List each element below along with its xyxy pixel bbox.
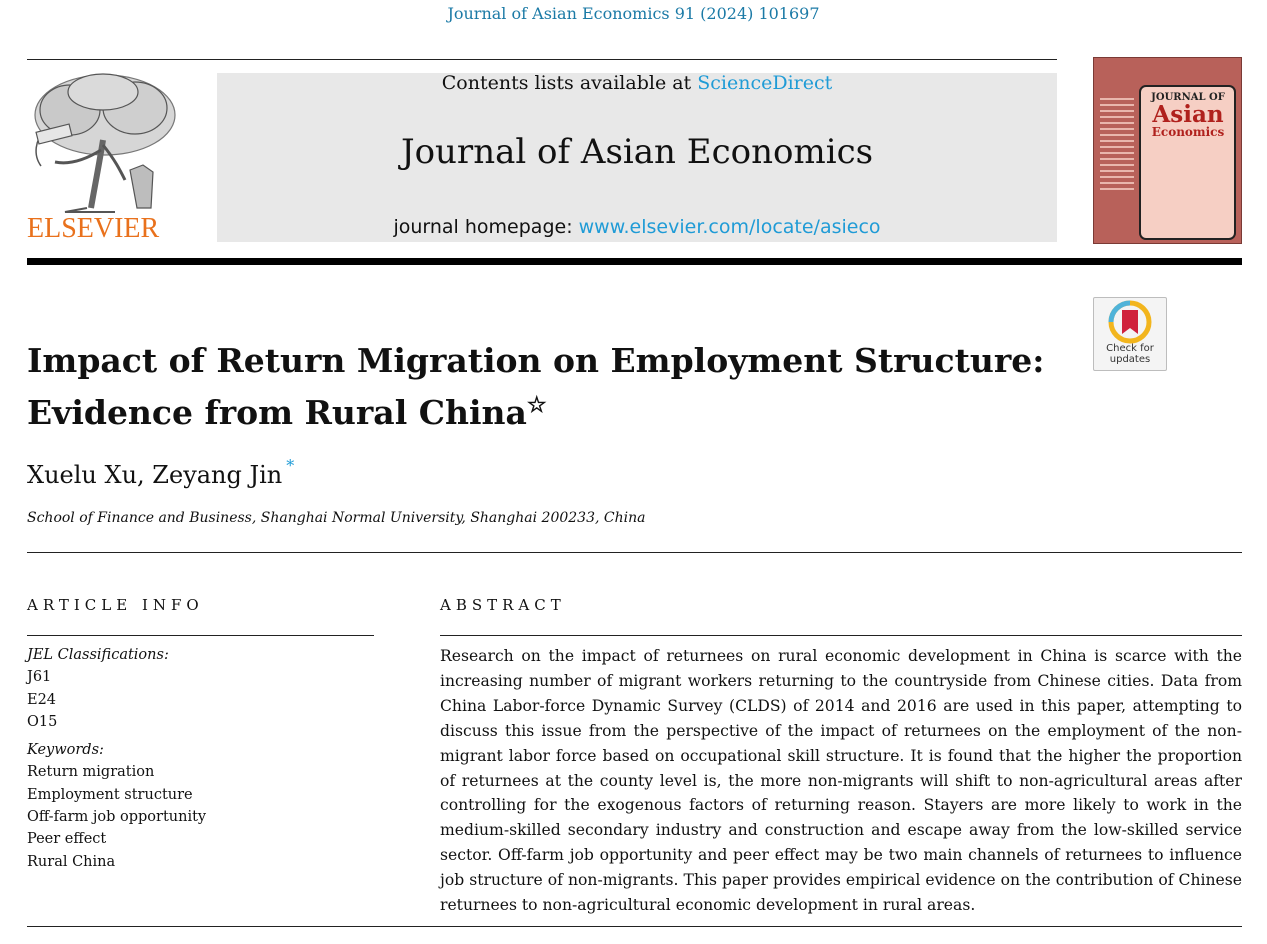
author-list xyxy=(27,456,294,489)
abstract-rule xyxy=(440,635,1242,636)
section-divider xyxy=(27,552,1242,553)
jel-code: O15 xyxy=(27,713,58,730)
bookmark-badge-icon xyxy=(1094,300,1166,346)
contents-prefix: Contents lists available at xyxy=(441,72,698,94)
keyword-item: Employment structure xyxy=(27,786,193,803)
keyword-item: Peer effect xyxy=(27,831,107,848)
journal-title: Journal of Asian Economics xyxy=(400,132,874,172)
sciencedirect-link[interactable]: ScienceDirect xyxy=(697,72,833,94)
keywords-label: Keywords: xyxy=(27,742,104,759)
cover-contents-lines xyxy=(1100,98,1134,194)
jel-code: J61 xyxy=(27,669,52,686)
header-thick-rule xyxy=(27,258,1242,265)
author-names[interactable]: Xuelu Xu, Zeyang Jin xyxy=(27,461,283,489)
jel-label: JEL Classifications: xyxy=(27,647,169,663)
check-updates-line1: Check for xyxy=(1106,343,1154,354)
abstract-heading: ABSTRACT xyxy=(440,596,566,614)
article-info-panel xyxy=(27,644,374,873)
cover-title-card xyxy=(1139,85,1236,240)
article-info-heading: ARTICLE INFO xyxy=(27,596,204,614)
abstract-body: Research on the impact of returnees on rural economic development in China is scarce with the increasing number of migrant workers returning to the countryside from Chinese cities. Data from China Labor-force Dynamic Survey (CLDS) of 2014 and 2016 are used in this paper, attempting to discuss this issue from the perspective of the impact of returnees on the employment of the non-migrant labor force based on occupational skill structure. It is found that the higher the proportion of returnees at the county level is, the more non-migrants will shift to non-agricultural areas after controlling for the exogenous factors of returning reason. Stayers are more likely to work in the medium-skilled secondary industry and construction and escape away from the low-skilled service sector. Off-farm job opportunity and peer effect may be two main channels of returnees to influence job structure of non-migrants. This paper provides empirical evidence on the contribution of Chinese returnees to non-agricultural economic development in rural areas. xyxy=(440,647,1242,915)
journal-cover-thumbnail[interactable] xyxy=(1093,57,1242,244)
abstract-bottom-rule xyxy=(27,926,1242,927)
cover-line-1: JOURNAL OF xyxy=(1151,92,1225,103)
author-affiliation: School of Finance and Business, Shanghai Normal University, Shanghai 200233, China xyxy=(27,510,646,526)
keyword-item: Rural China xyxy=(27,853,116,870)
journal-citation[interactable]: Journal of Asian Economics 91 (2024) 101697 xyxy=(447,4,820,23)
keyword-item: Off-farm job opportunity xyxy=(27,809,207,826)
check-for-updates-button[interactable] xyxy=(1093,297,1167,371)
jel-code: E24 xyxy=(27,691,57,708)
check-updates-line2: updates xyxy=(1109,354,1151,365)
homepage-prefix: journal homepage: xyxy=(393,216,579,238)
elsevier-wordmark[interactable]: ELSEVIER xyxy=(27,213,160,244)
article-title-text: Impact of Return Migration on Employment Structure: Evidence from Rural China xyxy=(27,341,1045,432)
keyword-item: Return migration xyxy=(27,764,155,781)
article-info-rule xyxy=(27,635,374,636)
article-title xyxy=(27,338,1067,435)
homepage-link[interactable]: www.elsevier.com/locate/asieco xyxy=(578,216,881,238)
cover-line-2: Asian xyxy=(1152,101,1224,128)
corresponding-author-marker[interactable]: * xyxy=(286,456,295,475)
cover-line-3: Economics xyxy=(1151,125,1225,139)
contents-availability xyxy=(217,72,1057,94)
title-footnote-marker[interactable]: ☆ xyxy=(526,392,547,418)
header-top-rule xyxy=(27,59,1057,60)
journal-homepage xyxy=(217,216,1057,238)
